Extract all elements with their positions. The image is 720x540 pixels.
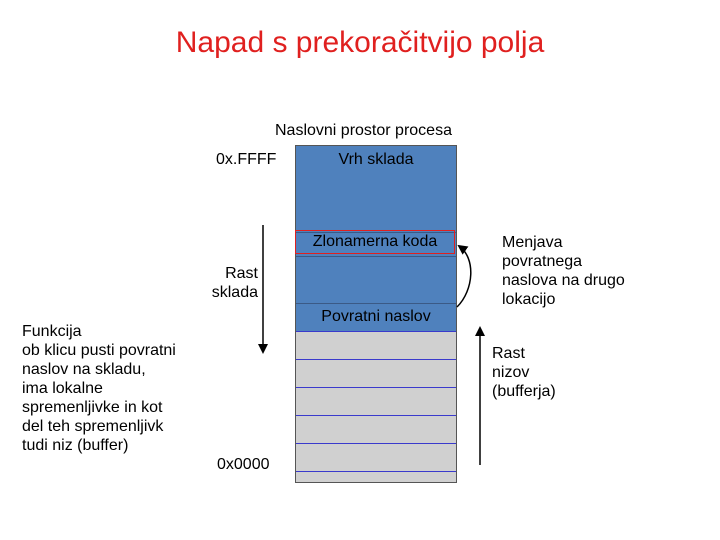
address-low-label: 0x0000 xyxy=(217,456,270,473)
return-change-note: Menjava povratnega naslova na drugo lokacijo xyxy=(502,234,625,308)
slide-title: Napad s prekoračitvijo polja xyxy=(175,26,545,59)
function-note: Funkcija ob klicu pusti povratni naslov na skladu, ima lokalne spremenljivke in kot del teh spremenljivk tudi niz (buffer) xyxy=(22,323,176,454)
malicious-code-label: Zlonamerna koda xyxy=(312,233,438,250)
stack-top-label: Vrh sklada xyxy=(338,151,414,168)
return-address-label: Povratni naslov xyxy=(321,308,431,325)
return-redirect-arrow xyxy=(457,246,471,307)
address-space-label: Naslovni prostor procesa xyxy=(275,122,452,139)
stack-growth-label: Rast sklada xyxy=(211,265,258,301)
buffer-growth-note: Rast nizov (bufferja) xyxy=(492,345,556,400)
address-high-label: 0x.FFFF xyxy=(216,151,277,168)
